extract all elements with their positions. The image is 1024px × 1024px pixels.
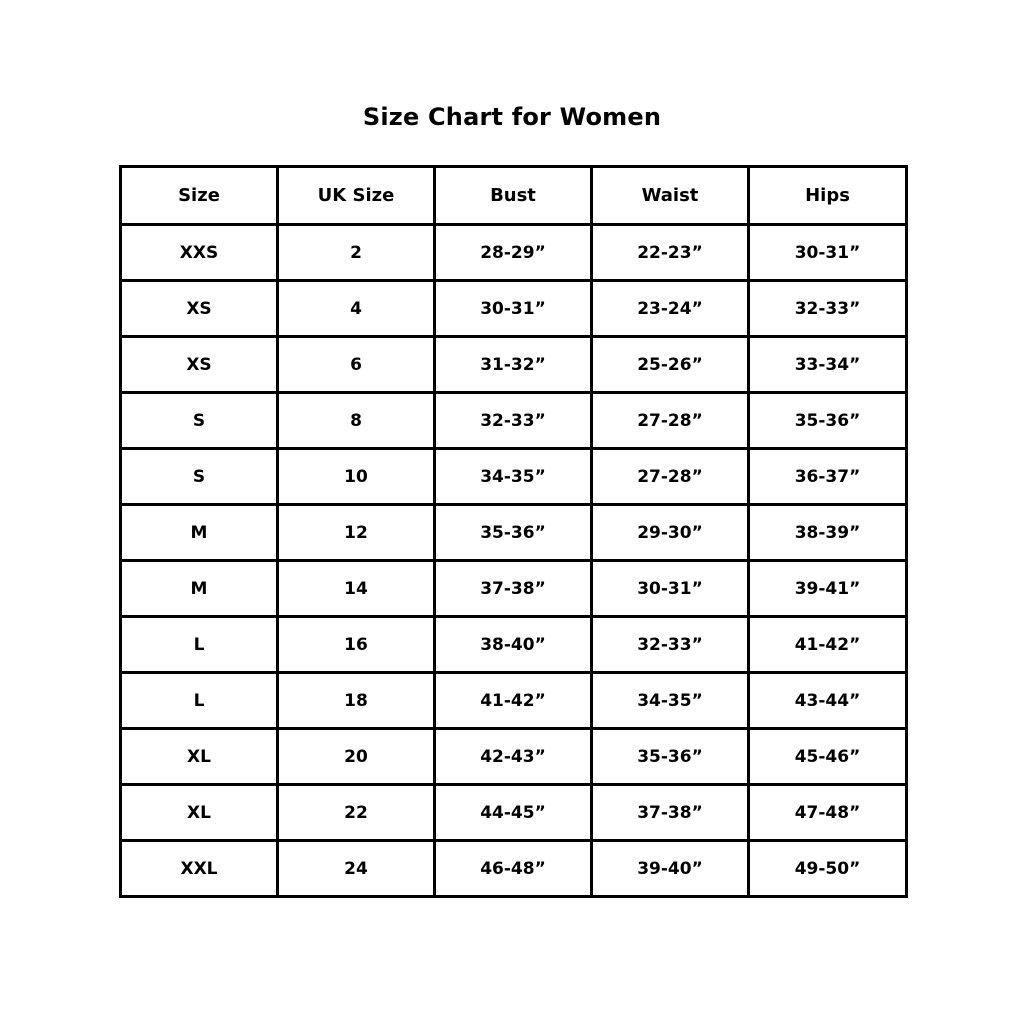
cell-waist: 37-38” <box>592 785 749 841</box>
cell-waist: 30-31” <box>592 561 749 617</box>
cell-uk-size: 12 <box>278 505 435 561</box>
cell-bust: 41-42” <box>435 673 592 729</box>
table-row <box>121 729 907 785</box>
size-chart-table <box>119 165 908 898</box>
page-title: Size Chart for Women <box>362 103 662 131</box>
cell-hips: 30-31” <box>749 225 907 281</box>
cell-bust: 42-43” <box>435 729 592 785</box>
table-row <box>121 673 907 729</box>
cell-hips: 33-34” <box>749 337 907 393</box>
cell-hips: 36-37” <box>749 449 907 505</box>
cell-uk-size: 6 <box>278 337 435 393</box>
cell-hips: 43-44” <box>749 673 907 729</box>
cell-waist: 23-24” <box>592 281 749 337</box>
cell-hips: 47-48” <box>749 785 907 841</box>
cell-hips: 39-41” <box>749 561 907 617</box>
cell-size: S <box>121 449 278 505</box>
table-row <box>121 561 907 617</box>
cell-waist: 39-40” <box>592 841 749 897</box>
cell-hips: 35-36” <box>749 393 907 449</box>
cell-uk-size: 20 <box>278 729 435 785</box>
cell-uk-size: 18 <box>278 673 435 729</box>
cell-size: XL <box>121 785 278 841</box>
cell-bust: 37-38” <box>435 561 592 617</box>
cell-uk-size: 8 <box>278 393 435 449</box>
cell-hips: 32-33” <box>749 281 907 337</box>
cell-waist: 25-26” <box>592 337 749 393</box>
cell-bust: 46-48” <box>435 841 592 897</box>
table-body <box>121 225 907 897</box>
cell-waist: 27-28” <box>592 449 749 505</box>
cell-bust: 34-35” <box>435 449 592 505</box>
cell-uk-size: 16 <box>278 617 435 673</box>
cell-size: L <box>121 617 278 673</box>
cell-hips: 41-42” <box>749 617 907 673</box>
cell-waist: 34-35” <box>592 673 749 729</box>
table-header <box>121 167 907 225</box>
cell-uk-size: 22 <box>278 785 435 841</box>
cell-hips: 38-39” <box>749 505 907 561</box>
table-row <box>121 785 907 841</box>
table-row <box>121 337 907 393</box>
cell-uk-size: 14 <box>278 561 435 617</box>
cell-uk-size: 24 <box>278 841 435 897</box>
table-row <box>121 225 907 281</box>
cell-size: S <box>121 393 278 449</box>
cell-size: M <box>121 561 278 617</box>
cell-waist: 29-30” <box>592 505 749 561</box>
cell-bust: 30-31” <box>435 281 592 337</box>
cell-waist: 27-28” <box>592 393 749 449</box>
cell-uk-size: 10 <box>278 449 435 505</box>
column-header-size: Size <box>121 167 278 225</box>
column-header-uk-size: UK Size <box>278 167 435 225</box>
cell-waist: 35-36” <box>592 729 749 785</box>
table-row <box>121 841 907 897</box>
cell-uk-size: 4 <box>278 281 435 337</box>
cell-bust: 38-40” <box>435 617 592 673</box>
cell-bust: 32-33” <box>435 393 592 449</box>
column-header-bust: Bust <box>435 167 592 225</box>
cell-size: XS <box>121 281 278 337</box>
table-row <box>121 617 907 673</box>
cell-bust: 31-32” <box>435 337 592 393</box>
cell-size: XXL <box>121 841 278 897</box>
cell-hips: 49-50” <box>749 841 907 897</box>
cell-size: M <box>121 505 278 561</box>
cell-hips: 45-46” <box>749 729 907 785</box>
cell-size: XXS <box>121 225 278 281</box>
cell-waist: 32-33” <box>592 617 749 673</box>
cell-uk-size: 2 <box>278 225 435 281</box>
cell-size: L <box>121 673 278 729</box>
column-header-waist: Waist <box>592 167 749 225</box>
size-chart-table-wrapper <box>119 165 905 898</box>
table-row <box>121 393 907 449</box>
table-row <box>121 281 907 337</box>
table-row <box>121 449 907 505</box>
table-header-row <box>121 167 907 225</box>
cell-bust: 44-45” <box>435 785 592 841</box>
column-header-hips: Hips <box>749 167 907 225</box>
table-row <box>121 505 907 561</box>
cell-bust: 28-29” <box>435 225 592 281</box>
cell-size: XL <box>121 729 278 785</box>
cell-bust: 35-36” <box>435 505 592 561</box>
cell-size: XS <box>121 337 278 393</box>
cell-waist: 22-23” <box>592 225 749 281</box>
